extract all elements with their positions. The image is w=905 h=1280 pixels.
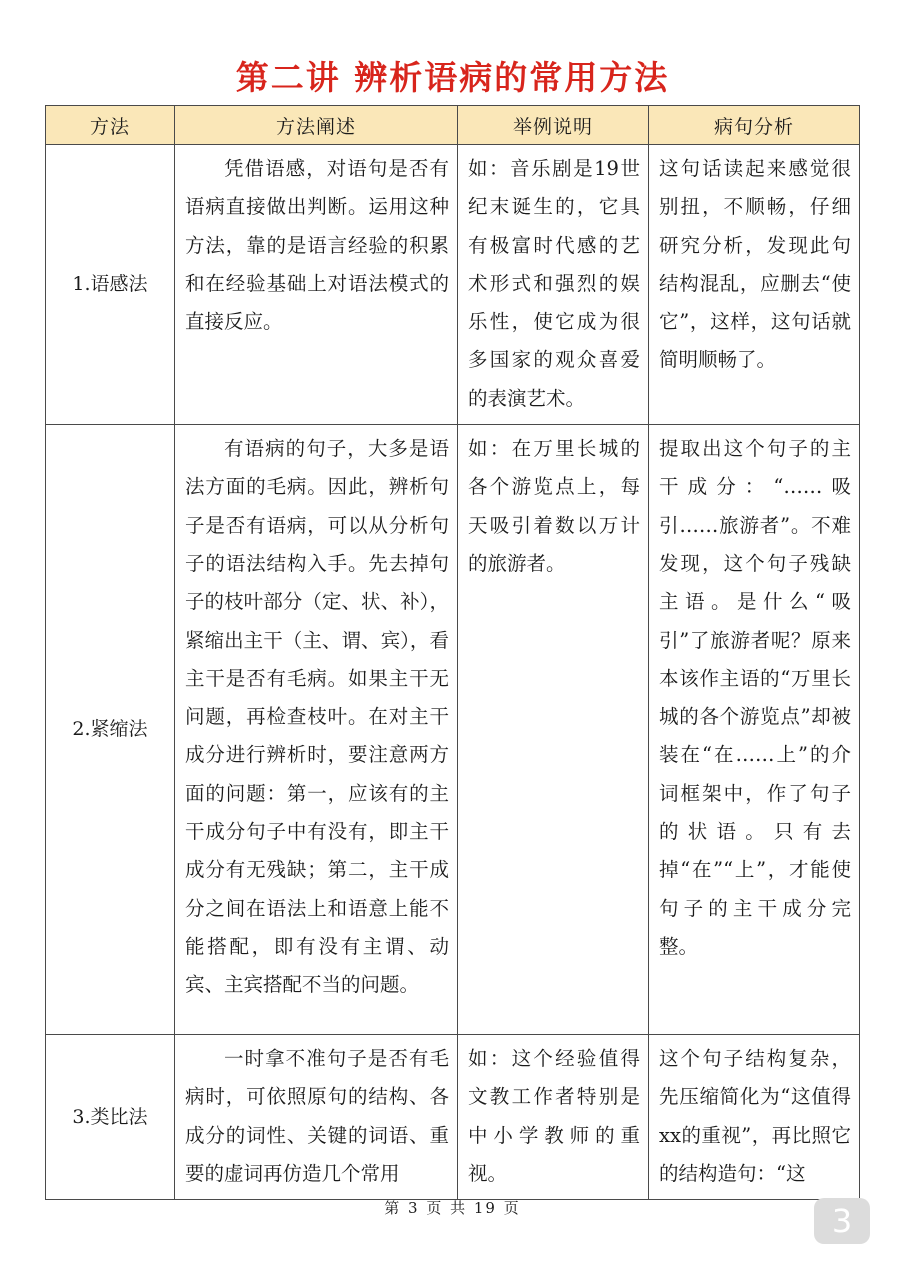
column-header-analysis: 病句分析 (649, 106, 860, 145)
description-text: 有语病的句子，大多是语法方面的毛病。因此，辨析句子是否有语病，可以从分析句子的语法结构入手。先去掉句子的枝叶部分（定、状、补），紧缩出主干（主、谓、宾），看主干是否有毛病。如果主干无问题，再检查枝叶。在对主干成分进行辨析时，要注意两方面的问题：第一，应该有的主干成分句子中有没有，即主干成分有无残缺；第二，主干成分之间在语法上和语意上能不能搭配，即有没有主谓、动宾、主宾搭配不当的问题。 (185, 437, 449, 997)
description-cell (175, 1035, 458, 1200)
analysis-cell: 这句话读起来感觉很别扭，不顺畅，仔细研究分析，发现此句结构混乱，应删去“使它”，这样，这句话就简明顺畅了。 (649, 145, 860, 425)
description-cell (175, 145, 458, 425)
example-cell: 如：这个经验值得文教工作者特别是中小学教师的重视。 (458, 1035, 649, 1200)
column-header-method: 方法 (46, 106, 175, 145)
method-cell: 3.类比法 (46, 1035, 175, 1200)
method-cell: 1.语感法 (46, 145, 175, 425)
description-text: 凭借语感，对语句是否有语病直接做出判断。运用这种方法，靠的是语言经验的积累和在经验基础上对语法模式的直接反应。 (185, 157, 449, 334)
page-title: 第二讲 辨析语病的常用方法 (235, 58, 670, 97)
example-cell: 如：在万里长城的各个游览点上，每天吸引着数以万计的旅游者。 (458, 425, 649, 1035)
analysis-cell: 提取出这个句子的主干成分：“……吸引……旅游者”。不难发现，这个句子残缺主语。是什么“吸引”了旅游者呢？原来本该作主语的“万里长城的各个游览点”却被装在“在……上”的介词框架中，作了句子的状语。只有去掉“在”“上”，才能使句子的主干成分完整。 (649, 425, 860, 1035)
table-row (46, 145, 860, 425)
description-cell (175, 425, 458, 1035)
table-row (46, 1035, 860, 1200)
analysis-cell: 这个句子结构复杂，先压缩简化为“这值得xx的重视”，再比照它的结构造句：“这 (649, 1035, 860, 1200)
example-cell: 如：音乐剧是19世纪末诞生的，它具有极富时代感的艺术形式和强烈的娱乐性，使它成为很多国家的观众喜爱的表演艺术。 (458, 145, 649, 425)
column-header-description: 方法阐述 (175, 106, 458, 145)
page-footer: 第 3 页 共 19 页 (384, 1199, 521, 1217)
page-number-badge: 3 (814, 1198, 870, 1244)
table-row (46, 425, 860, 1035)
method-cell: 2.紧缩法 (46, 425, 175, 1035)
description-text: 一时拿不准句子是否有毛病时，可依照原句的结构、各成分的词性、关键的词语、重要的虚词再仿造几个常用 (185, 1047, 449, 1185)
methods-table (45, 105, 860, 1200)
table-header-row (46, 106, 860, 145)
column-header-example: 举例说明 (458, 106, 649, 145)
